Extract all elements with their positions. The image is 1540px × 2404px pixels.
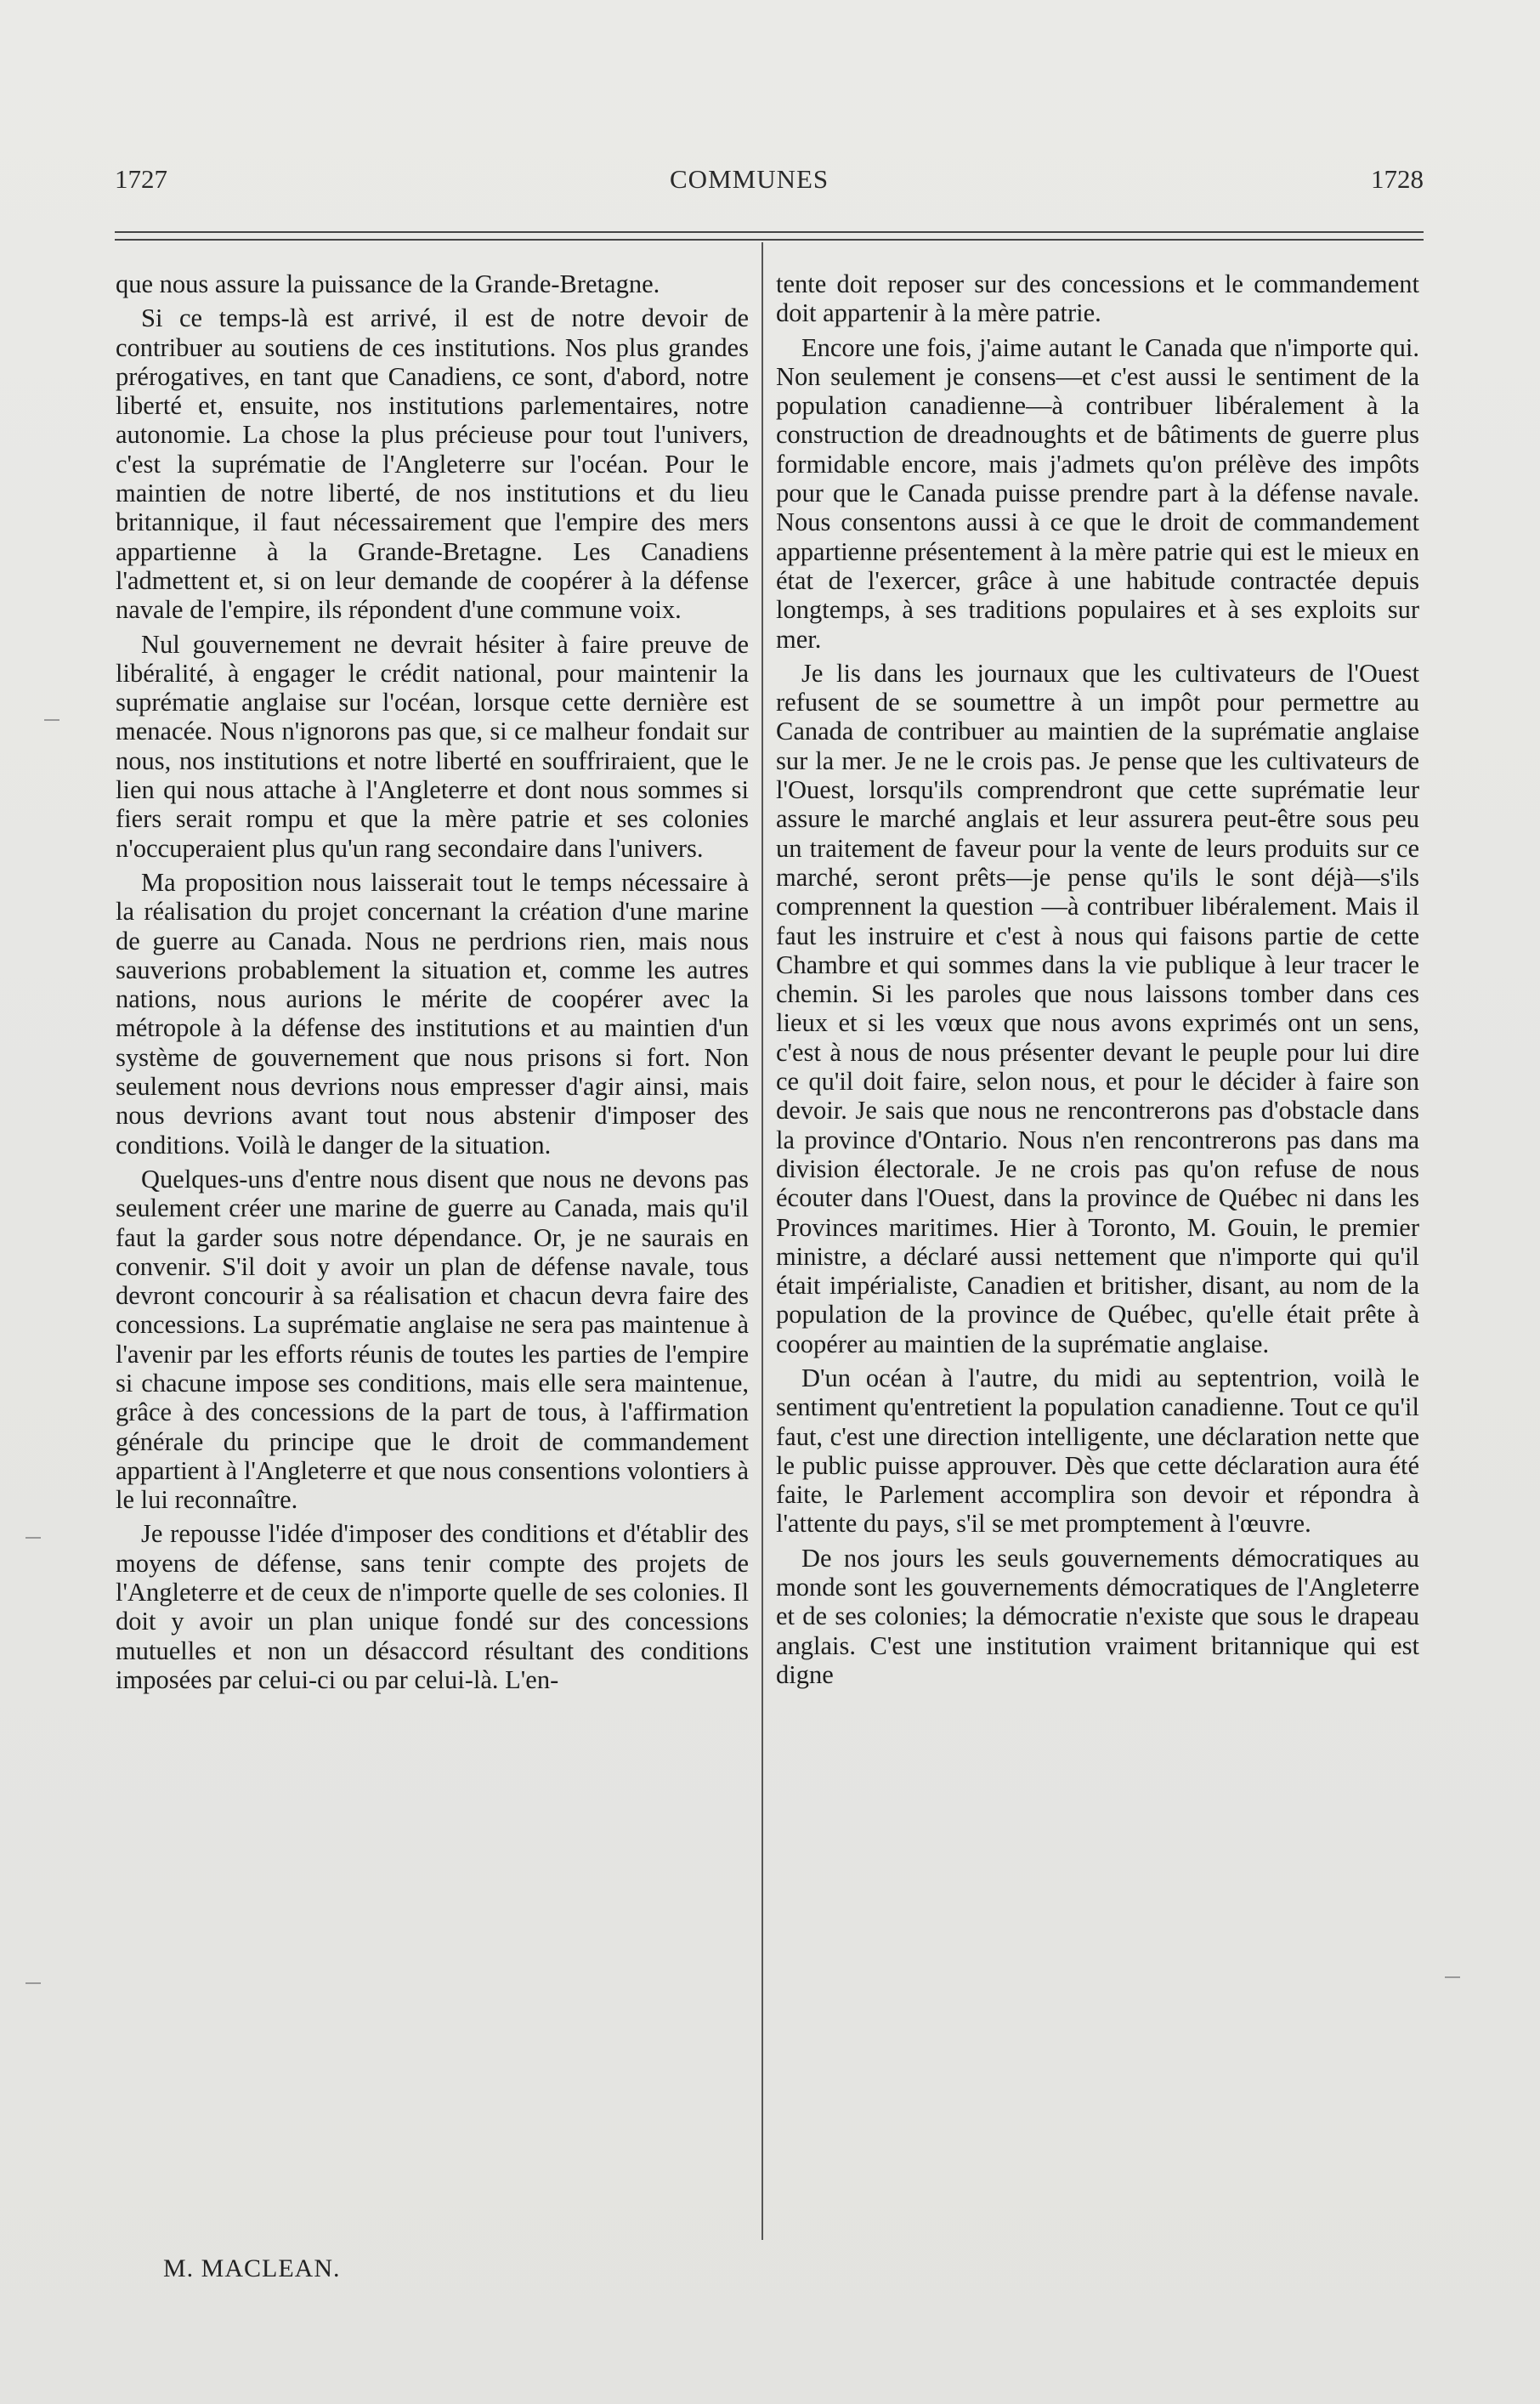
left-column xyxy=(116,269,749,1699)
paragraph: Nul gouvernement ne devrait hésiter à faire preuve de libéralité, à engager le crédit national, pour maintenir la suprématie anglaise sur l'océan, lorsque cette dernière est menacée. Nous n'ignorons pas que, si ce malheur fondait sur nous, nos institutions et notre liberté en souffriraient, que le lien qui nous attache à l'Angleterre et dont nous sommes si fiers serait rompu et que la mère patrie et ses colonies n'occuperaient plus qu'un rang secondaire dans l'univers. xyxy=(116,629,749,863)
page-number-right: 1728 xyxy=(1371,164,1424,194)
speaker-signature: M. MACLEAN. xyxy=(163,2254,341,2282)
paragraph: Si ce temps-là est arrivé, il est de notre devoir de contribuer au soutiens de ces institutions. Nos plus grandes prérogatives, en tant que Canadiens, ce sont, d'abord, notre liberté et, ensuite, nos institutions parlementaires, notre autonomie. La chose la plus précieuse pour tout l'univers, c'est la suprématie de l'Angleterre sur l'océan. Pour le maintien de notre liberté, de nos institutions et du lieu britannique, il faut nécessairement que l'empire des mers appartienne à la Grande-Bretagne. Les Canadiens l'admettent et, si on leur demande de coopérer à la défense navale de l'empire, ils répondent d'une commune voix. xyxy=(116,303,749,625)
paragraph: Je repousse l'idée d'imposer des conditions et d'établir des moyens de défense, sans tenir compte des projets de l'Angleterre et de ceux de n'importe quelle de ses colonies. Il doit y avoir un plan unique fondé sur des concessions mutuelles et non un désaccord résultant des conditions imposées par celui-ci ou par celui-là. L'en- xyxy=(116,1519,749,1694)
paragraph: Encore une fois, j'aime autant le Canada que n'importe qui. Non seulement je consens—et c'est aussi le sentiment de la population canadienne—à contribuer libéralement à la construction de dreadnoughts et de bâtiments de guerre plus formidable encore, mais j'admets qu'on prélève des impôts pour que le Canada puisse prendre part à la défense navale. Nous consentons aussi à ce que le droit de commandement appartienne présentement à la mère patrie qui est le mieux en état de l'exercer, grâce à une habitude contractée depuis longtemps, à ses traditions populaires et à ses exploits sur mer. xyxy=(776,332,1419,654)
paragraph: que nous assure la puissance de la Grande-Bretagne. xyxy=(116,269,660,298)
paragraph: Quelques-uns d'entre nous disent que nous ne devons pas seulement créer une marine de guerre au Canada, mais qu'il faut la garder sous notre dépendance. Or, je ne saurais en convenir. S'il doit y avoir un plan de défense navale, tous devront concourir à sa réalisation et chacun devra faire des concessions. La suprématie anglaise ne sera pas maintenue à l'avenir par les efforts réunis de toutes les parties de l'empire si chacune impose ses conditions, mais elle sera maintenue, grâce à des concessions de la part de tous, à l'affirmation générale du principe que le droit de commandement appartient à l'Angleterre et que nous consentions volontiers à le lui reconnaître. xyxy=(116,1164,749,1515)
header-rule-bottom xyxy=(115,239,1424,241)
page-header xyxy=(115,164,1424,198)
paragraph: Ma proposition nous laisserait tout le temps nécessaire à la réalisation du projet concernant la création d'une marine de guerre au Canada. Nous ne perdrions rien, mais nous sauverions probablement la situation et, comme les autres nations, nous aurions le mérite de coopérer avec la métropole à la défense des institutions et au maintien d'un système de gouvernement que nous prisons si fort. Non seulement nous devrions nous empresser d'agir ainsi, mais nous devrions avant tout nous abstenir d'imposer des conditions. Voilà le danger de la situation. xyxy=(116,867,749,1159)
paragraph: tente doit reposer sur des concessions et le commandement doit appartenir à la mère patrie. xyxy=(776,269,1419,328)
margin-mark xyxy=(44,719,59,721)
column-divider xyxy=(762,242,763,2240)
page-number-left: 1727 xyxy=(115,164,167,194)
paragraph: De nos jours les seuls gouvernements démocratiques au monde sont les gouvernements démocratiques de l'Angleterre et de ses colonies; la démocratie n'existe que sous le drapeau anglais. C'est une institution vraiment britannique qui est digne xyxy=(776,1543,1419,1689)
paragraph: Je lis dans les journaux que les cultivateurs de l'Ouest refusent de se soumettre à un impôt pour permettre au Canada de contribuer au maintien de la suprématie anglaise sur la mer. Je ne le crois pas. Je pense que les cultivateurs de l'Ouest, lorsqu'ils comprendront que cette suprématie leur assure le marché anglais et leur assurera peut-être sous peu un traitement de faveur pour la vente de leurs produits sur ce marché, seront prêts—je pense qu'ils le sont déjà—s'ils comprennent la question —à contribuer libéralement. Mais il faut les instruire et c'est à nous qui faisons partie de cette Chambre et qui sommes dans la vie publique à leur tracer le chemin. Si les paroles que nous laissons tomber dans ces lieux et si les vœux que nous avons exprimés ont un sens, c'est à nous de nous présenter devant le peuple pour lui dire ce qu'il doit faire, selon nous, et pour le décider à faire son devoir. Je sais que nous ne rencontrerons pas d'obstacle dans la province d'Ontario. Nous n'en rencontrerons pas dans ma division électorale. Je ne crois pas qu'on refuse de nous écouter dans l'Ouest, dans la province de Québec ni dans les Provinces maritimes. Hier à Toronto, M. Gouin, le premier ministre, a déclaré aussi nettement que n'importe qui qu'il était impérialiste, Canadien et britisher, disant, au nom de la population de la province de Québec, qu'elle était prête à coopérer au maintien de la suprématie anglaise. xyxy=(776,658,1419,1358)
paragraph: D'un océan à l'autre, du midi au septentrion, voilà le sentiment qu'entretient la population canadienne. Tout ce qu'il faut, c'est une direction intelligente, une déclaration nette que le public puisse approuver. Dès que cette déclaration aura été faite, le Parlement accomplira son devoir et répondra à l'attente du pays, s'il se met promptement à l'œuvre. xyxy=(776,1363,1419,1539)
header-rule-top xyxy=(115,231,1424,233)
page-title: COMMUNES xyxy=(670,164,829,194)
right-column xyxy=(776,269,1419,1694)
margin-mark xyxy=(1445,1976,1460,1978)
margin-mark xyxy=(25,1982,41,1984)
margin-mark xyxy=(25,1537,41,1539)
